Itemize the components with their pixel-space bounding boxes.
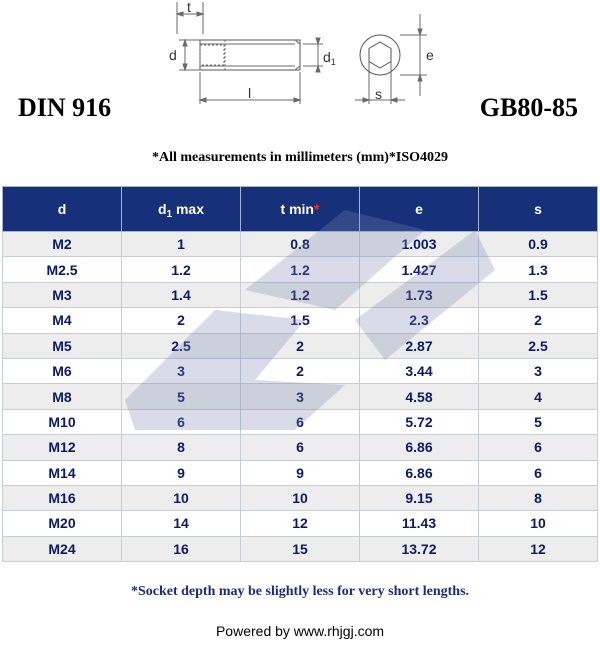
cell-e: 6.86 — [360, 435, 479, 460]
cell-t: 9 — [241, 460, 360, 485]
drawing-label-l: l — [248, 85, 252, 101]
drawing-label-s: s — [375, 86, 382, 102]
table-row — [3, 384, 598, 409]
drawing-label-d: d — [169, 47, 177, 63]
cell-d: M10 — [3, 409, 122, 434]
powered-by-text: Powered by www.rhjgj.com — [215, 623, 385, 639]
cell-e: 1.73 — [360, 282, 479, 307]
cell-d1: 6 — [122, 409, 241, 434]
cell-t: 0.8 — [241, 232, 360, 257]
cell-d1: 2 — [122, 308, 241, 333]
table-row — [3, 435, 598, 460]
cell-e: 2.3 — [360, 308, 479, 333]
cell-e: 2.87 — [360, 333, 479, 358]
header-d: d — [3, 187, 122, 232]
cell-d1: 1.2 — [122, 257, 241, 282]
table-row — [3, 333, 598, 358]
measurement-note: *All measurements in millimeters (mm)*ISO4029 — [151, 150, 449, 165]
cell-s: 12 — [479, 536, 598, 561]
cell-e: 4.58 — [360, 384, 479, 409]
cell-d1: 14 — [122, 511, 241, 536]
cell-t: 15 — [241, 536, 360, 561]
cell-d: M3 — [3, 282, 122, 307]
table-row — [3, 282, 598, 307]
header-d1: $d_1$ max — [122, 187, 241, 232]
table-row — [3, 485, 598, 510]
table-row — [3, 409, 598, 434]
cell-s: 10 — [479, 511, 598, 536]
cell-e: 11.43 — [360, 511, 479, 536]
cell-d: M6 — [3, 358, 122, 383]
standard-left: DIN 916 — [18, 93, 112, 122]
cell-e: 13.72 — [360, 536, 479, 561]
table-row — [3, 308, 598, 333]
cell-d1: 9 — [122, 460, 241, 485]
cell-d: M16 — [3, 485, 122, 510]
drawing-label-t: t — [187, 0, 191, 15]
cell-s: 0.9 — [479, 232, 598, 257]
standard-right: GB80-85 — [479, 93, 578, 122]
cell-d: M2 — [3, 232, 122, 257]
cell-s: 8 — [479, 485, 598, 510]
table-row — [3, 460, 598, 485]
socket-depth-note: *Socket depth may be slightly less for very short lengths. — [130, 584, 470, 599]
table-row — [3, 232, 598, 257]
cell-e: 3.44 — [360, 358, 479, 383]
cell-t: 3 — [241, 384, 360, 409]
cell-s: 4 — [479, 384, 598, 409]
cell-d: M24 — [3, 536, 122, 561]
table-row — [3, 358, 598, 383]
table-row — [3, 511, 598, 536]
cell-d: M20 — [3, 511, 122, 536]
cell-d1: 1.4 — [122, 282, 241, 307]
table-header-row — [3, 187, 598, 232]
cell-t: 12 — [241, 511, 360, 536]
drawing-label-e: e — [426, 47, 434, 63]
cell-t: 1.5 — [241, 308, 360, 333]
set-screw-drawing — [155, 0, 445, 108]
cell-e: 1.427 — [360, 257, 479, 282]
cell-t: 6 — [241, 435, 360, 460]
cell-s: 2.5 — [479, 333, 598, 358]
cell-e: 9.15 — [360, 485, 479, 510]
cell-d1: 3 — [122, 358, 241, 383]
cell-e: 1.003 — [360, 232, 479, 257]
cell-d1: 2.5 — [122, 333, 241, 358]
cell-e: 6.86 — [360, 460, 479, 485]
cell-d1: 5 — [122, 384, 241, 409]
cell-t: 2 — [241, 333, 360, 358]
cell-t: 6 — [241, 409, 360, 434]
cell-d1: 8 — [122, 435, 241, 460]
footnote-star: * — [314, 201, 320, 217]
header-e: e — [360, 187, 479, 232]
cell-d: M8 — [3, 384, 122, 409]
table-row — [3, 257, 598, 282]
cell-s: 1.5 — [479, 282, 598, 307]
dimension-table-wrapper — [2, 186, 598, 562]
cell-t: 10 — [241, 485, 360, 510]
cell-t: 1.2 — [241, 282, 360, 307]
drawing-label-d1: $d_1$ — [323, 49, 336, 67]
cell-d: M14 — [3, 460, 122, 485]
header-t: t min* — [241, 187, 360, 232]
cell-s: 6 — [479, 435, 598, 460]
cell-t: 2 — [241, 358, 360, 383]
cell-e: 5.72 — [360, 409, 479, 434]
table-body — [3, 232, 598, 562]
cell-s: 1.3 — [479, 257, 598, 282]
cell-d1: 1 — [122, 232, 241, 257]
cell-s: 2 — [479, 308, 598, 333]
cell-s: 5 — [479, 409, 598, 434]
cell-t: 1.2 — [241, 257, 360, 282]
cell-d: M12 — [3, 435, 122, 460]
dimension-table — [2, 186, 598, 562]
cell-s: 6 — [479, 460, 598, 485]
cell-d: M5 — [3, 333, 122, 358]
header-s: s — [479, 187, 598, 232]
cell-d1: 10 — [122, 485, 241, 510]
cell-d1: 16 — [122, 536, 241, 561]
cell-d: M2.5 — [3, 257, 122, 282]
cell-s: 3 — [479, 358, 598, 383]
cell-d: M4 — [3, 308, 122, 333]
table-row — [3, 536, 598, 561]
